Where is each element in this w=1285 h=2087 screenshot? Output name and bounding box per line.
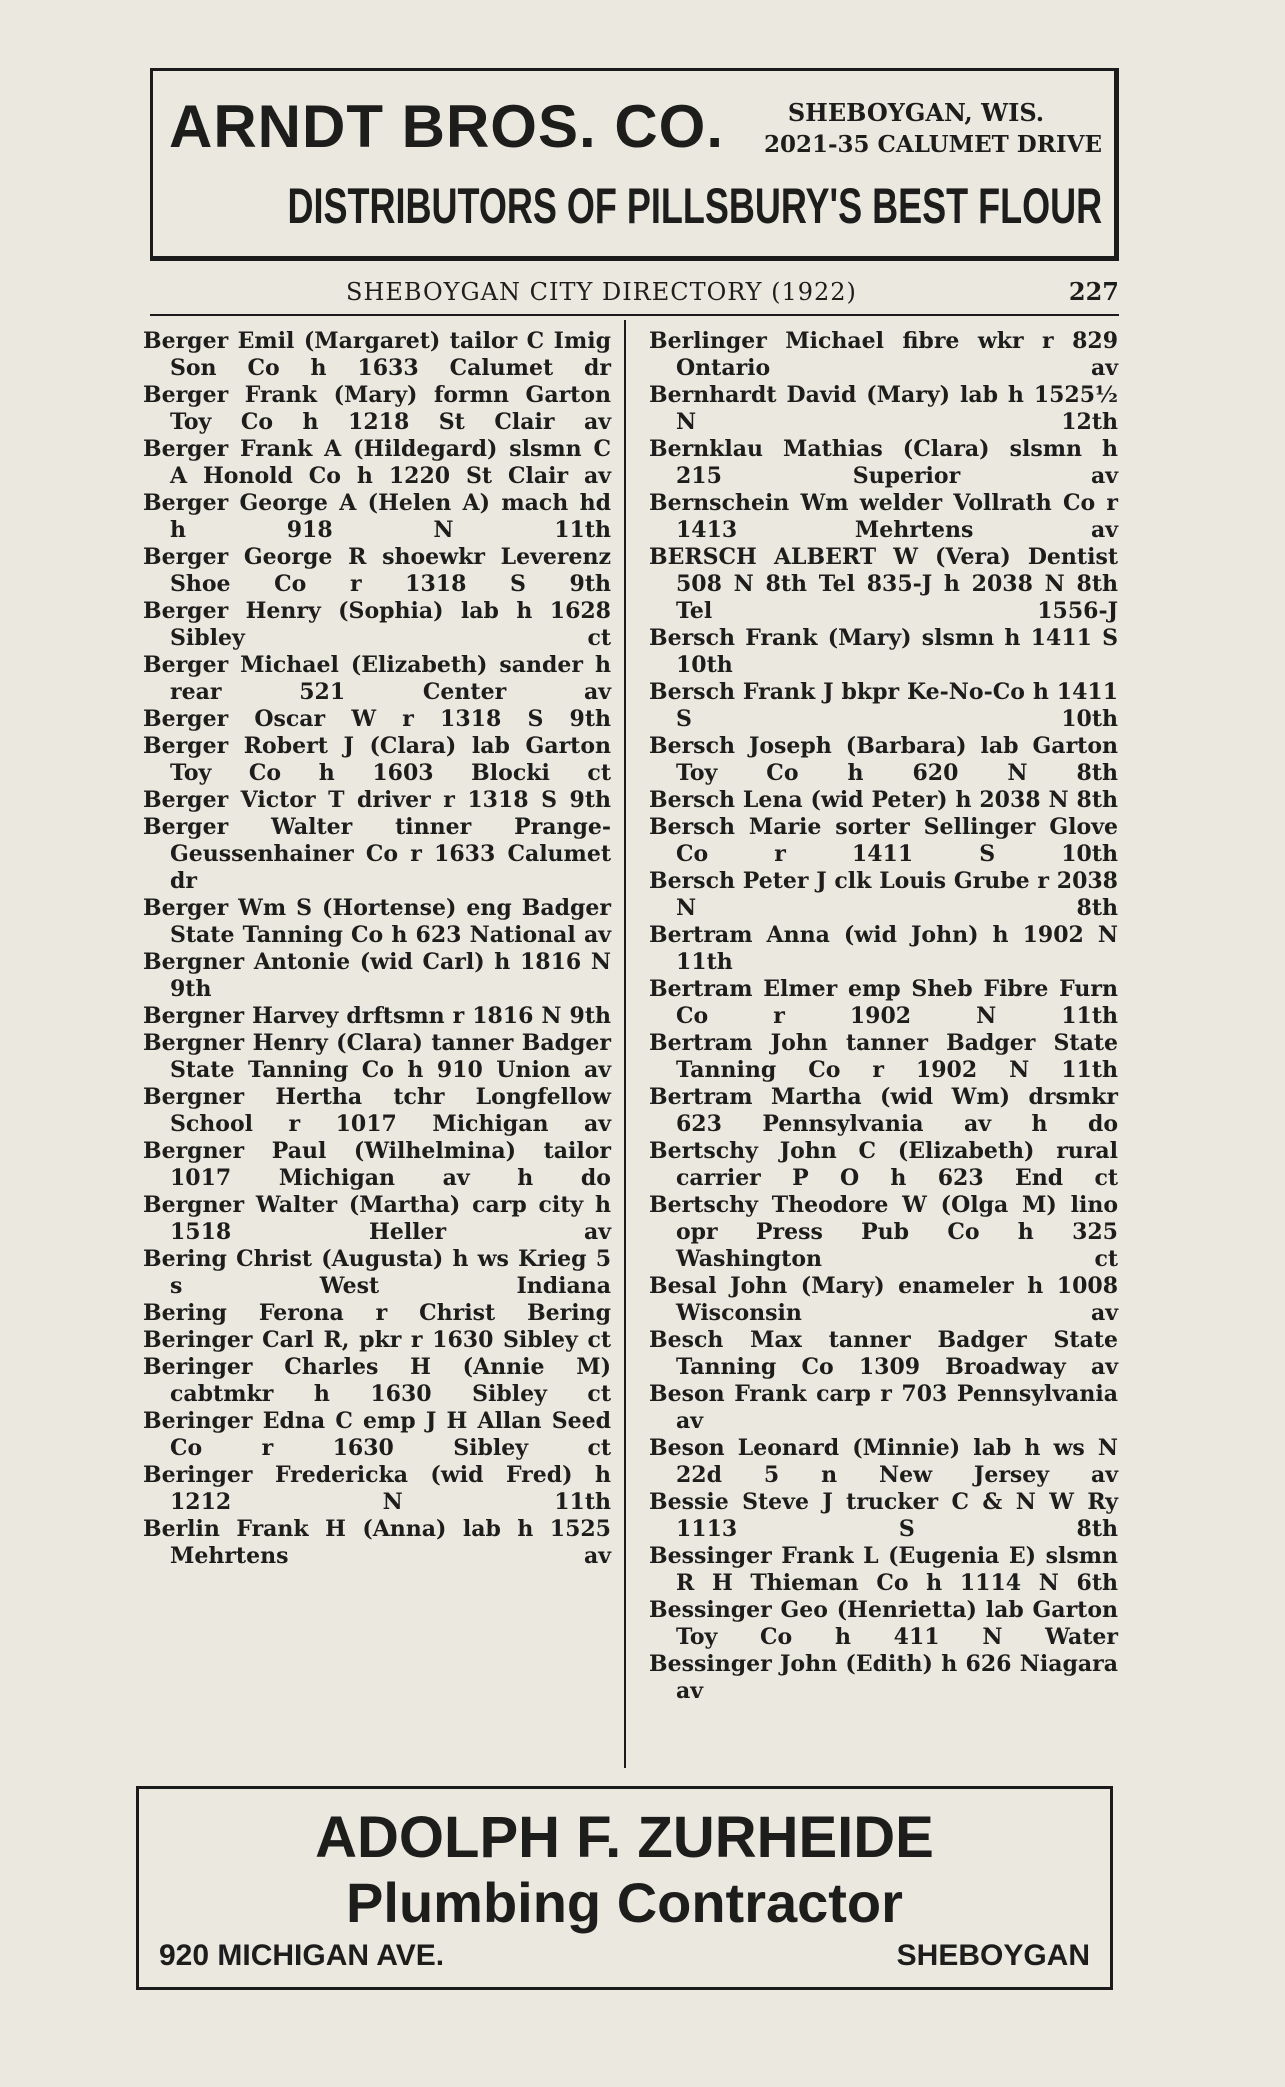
advertiser-address: 2021-35 CALUMET DRIVE xyxy=(763,131,1102,158)
directory-entry: Bersch Peter J clk Louis Grube r 2038 N 8th xyxy=(649,868,1118,921)
directory-entry: Berger George R shoewkr Leverenz Shoe Co r 1318 S 9th xyxy=(143,544,611,597)
directory-entry: Bersch Joseph (Barbara) lab Garton Toy Co h 620 N 8th xyxy=(649,733,1118,786)
directory-entry: Bergner Antonie (wid Carl) h 1816 N 9th xyxy=(143,949,611,1002)
running-header xyxy=(150,277,1119,316)
directory-entry: Bergner Hertha tchr Longfellow School r 1017 Michigan av xyxy=(143,1084,611,1137)
directory-entry: Beringer Charles H (Annie M) cabtmkr h 1630 Sibley ct xyxy=(143,1354,611,1407)
directory-entry: Bessie Steve J trucker C & N W Ry 1113 S 8th xyxy=(649,1489,1118,1542)
directory-entry: Berger Henry (Sophia) lab h 1628 Sibley ct xyxy=(143,598,611,651)
directory-entry: Berger Walter tinner Prange-Geussenhainer Co r 1633 Calumet dr xyxy=(143,814,611,894)
directory-entry: Bertram Martha (wid Wm) drsmkr 623 Pennsylvania av h do xyxy=(649,1084,1118,1137)
directory-entry: Berlin Frank H (Anna) lab h 1525 Mehrtens av xyxy=(143,1516,611,1569)
column-divider xyxy=(624,320,626,1768)
advertiser-trade: Plumbing Contractor xyxy=(346,1871,903,1934)
directory-entry: Bersch Frank (Mary) slsmn h 1411 S 10th xyxy=(649,625,1118,678)
directory-entry-featured: BERSCH ALBERT W (Vera) Dentist 508 N 8th Tel 835-J h 2038 N 8th Tel 1556-J xyxy=(649,544,1118,624)
directory-entry: Bergner Paul (Wilhelmina) tailor 1017 Michigan av h do xyxy=(143,1138,611,1191)
directory-entry: Berger Wm S (Hortense) eng Badger State Tanning Co h 623 National av xyxy=(143,895,611,948)
top-advertisement xyxy=(150,68,1119,261)
directory-entry: Bertschy Theodore W (Olga M) lino opr Press Pub Co h 325 Washington ct xyxy=(649,1192,1118,1272)
directory-entry: Bernschein Wm welder Vollrath Co r 1413 Mehrtens av xyxy=(649,490,1118,543)
advertiser-name: ADOLPH F. ZURHEIDE xyxy=(315,1805,934,1870)
bottom-advertisement xyxy=(136,1786,1113,1990)
directory-entry: Bering Ferona r Christ Bering xyxy=(143,1300,611,1326)
directory-entry: Bessinger Frank L (Eugenia E) slsmn R H Thieman Co h 1114 N 6th xyxy=(649,1543,1118,1596)
directory-entry: Besch Max tanner Badger State Tanning Co 1309 Broadway av xyxy=(649,1327,1118,1380)
directory-entry: Bergner Harvey drftsmn r 1816 N 9th xyxy=(143,1003,611,1029)
directory-entry: Beson Leonard (Minnie) lab h ws N 22d 5 n New Jersey av xyxy=(649,1435,1118,1488)
directory-entry: Besal John (Mary) enameler h 1008 Wisconsin av xyxy=(649,1273,1118,1326)
directory-entry: Beringer Carl R, pkr r 1630 Sibley ct xyxy=(143,1327,611,1353)
directory-entry: Bertram John tanner Badger State Tanning Co r 1902 N 11th xyxy=(649,1030,1118,1083)
directory-entry: Bersch Marie sorter Sellinger Glove Co r 1411 S 10th xyxy=(649,814,1118,867)
directory-entry: Beringer Edna C emp J H Allan Seed Co r 1630 Sibley ct xyxy=(143,1408,611,1461)
directory-entry: Berger Frank A (Hildegard) slsmn C A Honold Co h 1220 St Clair av xyxy=(143,436,611,489)
directory-entry: Bering Christ (Augusta) h ws Krieg 5 s West Indiana xyxy=(143,1246,611,1299)
directory-entry: Bernklau Mathias (Clara) slsmn h 215 Superior av xyxy=(649,436,1118,489)
directory-entry: Bertram Anna (wid John) h 1902 N 11th xyxy=(649,922,1118,975)
directory-entry: Bersch Frank J bkpr Ke-No-Co h 1411 S 10th xyxy=(649,679,1118,732)
directory-entry: Berger George A (Helen A) mach hd h 918 N 11th xyxy=(143,490,611,543)
page-number: 227 xyxy=(1068,277,1119,306)
directory-entry: Bertschy John C (Elizabeth) rural carrier P O h 623 End ct xyxy=(649,1138,1118,1191)
directory-entry: Bersch Lena (wid Peter) h 2038 N 8th xyxy=(649,787,1118,813)
directory-title: SHEBOYGAN CITY DIRECTORY (1922) xyxy=(346,278,857,306)
left-column xyxy=(143,328,611,1570)
directory-entry: Bernhardt David (Mary) lab h 1525½ N 12th xyxy=(649,382,1118,435)
directory-entry: Bertram Elmer emp Sheb Fibre Furn Co r 1902 N 11th xyxy=(649,976,1118,1029)
directory-entry: Beringer Fredericka (wid Fred) h 1212 N 11th xyxy=(143,1462,611,1515)
advertiser-name: ARNDT BROS. CO. xyxy=(169,93,724,160)
advertiser-tagline: DISTRIBUTORS OF PILLSBURY'S BEST FLOUR xyxy=(287,178,1103,234)
directory-entry: Bergner Walter (Martha) carp city h 1518 Heller av xyxy=(143,1192,611,1245)
directory-entry: Bessinger Geo (Henrietta) lab Garton Toy Co h 411 N Water xyxy=(649,1597,1118,1650)
advertiser-street: 920 MICHIGAN AVE. xyxy=(159,1939,445,1972)
directory-entry: Berger Oscar W r 1318 S 9th xyxy=(143,706,611,732)
directory-entry: Berger Frank (Mary) formn Garton Toy Co h 1218 St Clair av xyxy=(143,382,611,435)
directory-entry: Berlinger Michael fibre wkr r 829 Ontario av xyxy=(649,328,1118,381)
directory-entry: Berger Michael (Elizabeth) sander h rear 521 Center av xyxy=(143,652,611,705)
directory-entry: Berger Robert J (Clara) lab Garton Toy Co h 1603 Blocki ct xyxy=(143,733,611,786)
right-column xyxy=(649,328,1118,1705)
directory-entry: Bergner Henry (Clara) tanner Badger State Tanning Co h 910 Union av xyxy=(143,1030,611,1083)
advertiser-city: SHEBOYGAN, WIS. xyxy=(787,98,1045,127)
directory-entry: Bessinger John (Edith) h 626 Niagara av xyxy=(649,1651,1118,1704)
advertiser-town: SHEBOYGAN xyxy=(896,1939,1090,1972)
directory-entry: Berger Victor T driver r 1318 S 9th xyxy=(143,787,611,813)
directory-entry: Beson Frank carp r 703 Pennsylvania av xyxy=(649,1381,1118,1434)
directory-entry: Berger Emil (Margaret) tailor C Imig Son Co h 1633 Calumet dr xyxy=(143,328,611,381)
